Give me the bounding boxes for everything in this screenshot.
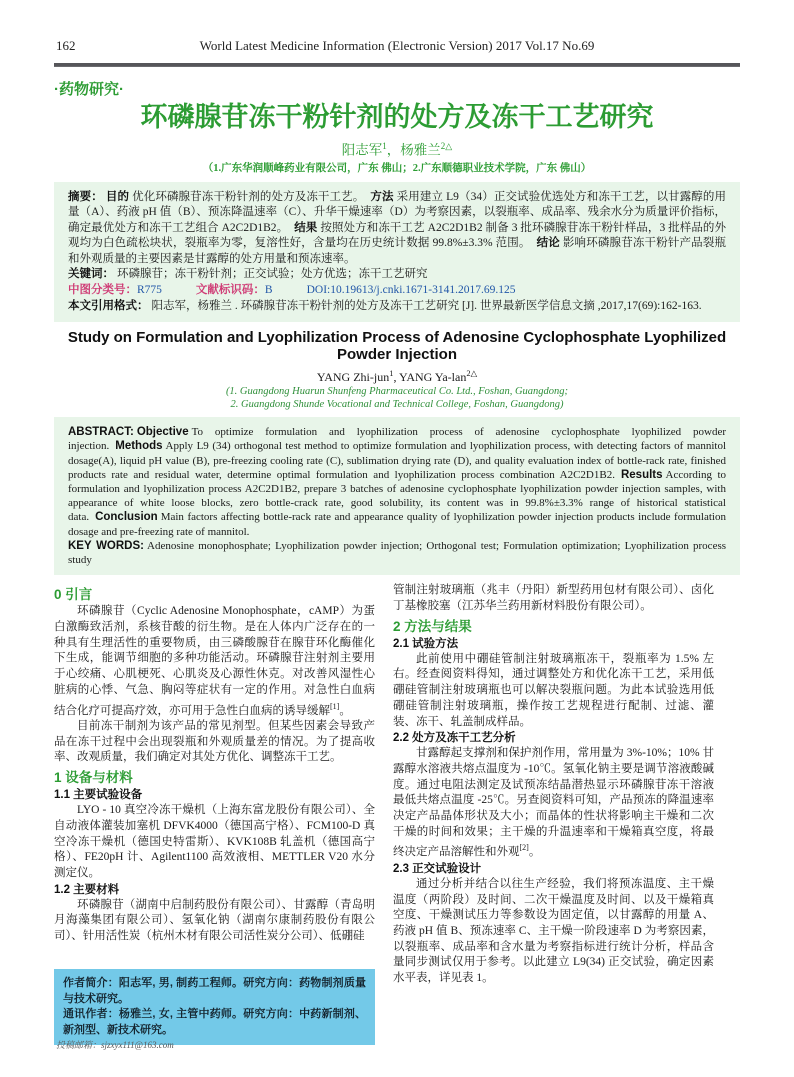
methods-label: 方法: [370, 190, 394, 203]
author-en-superscript-1: 1: [389, 368, 394, 379]
abstract-box-cn: [54, 182, 740, 323]
subsection-heading-2-1: 2.1 试验方法: [393, 637, 459, 650]
author-name-2: 杨雅兰: [400, 142, 441, 158]
doi-group: [307, 283, 516, 299]
body-columns: [54, 583, 740, 1045]
subsection-heading-1-1: 1.1 主要试验设备: [54, 789, 143, 802]
conclusion-en-text: Main factors affecting bottle-rack rate and appearance quality of lyophilization powder injection products include formulation dosage and pre-freezing rate of mannitol.: [68, 511, 726, 538]
keywords-text: 环磷腺苷；冻干粉针剂；正交试验；处方优选；冻干工艺研究: [117, 268, 428, 281]
subsection-heading-2-2: 2.2 处方及冻干工艺分析: [393, 732, 516, 745]
affiliation-en-line1: (1. Guangdong Huarun Shunfeng Pharmaceutical Co. Ltd., Foshan, Guangdong;: [225, 386, 569, 398]
author-en-name-1: YANG Zhi-jun: [316, 370, 390, 385]
results-en-text: According to formulation and lyophilization process A2C2D1B2, prepare 3 batches of adenosine cyclophosphate lyophilization powder injection samples, with appearance of white loose blocks, zero bottle-crack rate, good solubility, its content was in 99.8%±3.3% range of historical statistical data.: [68, 468, 726, 524]
keywords-en-label: KEY WORDS:: [68, 539, 144, 552]
affiliation-en-line2: 2. Guangdong Shunde Vocational and Technical College, Foshan, Guangdong): [230, 399, 564, 411]
citation-line: [68, 299, 726, 315]
author-note-box: [54, 969, 375, 1045]
clc-group: [68, 283, 162, 299]
doi-label: DOI:: [306, 284, 331, 297]
process-analysis-paragraph: [393, 746, 714, 861]
abstract-label: 摘要：: [68, 190, 103, 203]
author-separator: ，: [386, 142, 401, 158]
corresponding-author-text: 杨雅兰, 女, 主管中药师。研究方向：中药新制剂、新剂型、新技术研究。: [63, 1008, 366, 1036]
results-label: 结果: [294, 221, 318, 234]
process-analysis-tail: 。: [528, 846, 541, 859]
intro-p1-tail: 。: [339, 704, 351, 717]
author-bio-line: [63, 976, 366, 1007]
subsection-heading-2-3: 2.3 正交试验设计: [393, 862, 482, 875]
section-heading-equipment: 1 设备与材料: [54, 770, 133, 786]
orthogonal-design-paragraph: 通过分析并结合以往生产经验，我们将预冻温度、主干燥温度（两阶段）及时间、二次干燥温度及时间、以及干燥箱真空度、干燥测试压力等参数设为固定值，以甘露醇的用量 A、药液 pH 值 B、预冻速率 C、主干燥一阶段速率 D 为考察因素，以裂瓶率、成品率和含水量为考察指标进行统计分析，样品含量同步测试仅用于参考。以此建立 L9(34) 正交试验，确定因素水平表，详见表 1。: [393, 877, 714, 985]
keywords-cn-line: [68, 267, 726, 283]
clc-value: R775: [137, 284, 162, 297]
methods-en-label: Methods: [115, 440, 163, 453]
subsection-heading-1-2: 1.2 主要材料: [54, 883, 120, 896]
objective-en-label: Objective: [136, 426, 189, 439]
article-title-cn: 环磷腺苷冻干粉针剂的处方及冻干工艺研究: [140, 102, 654, 132]
doc-code-group: [196, 283, 273, 299]
objective-label: 目的: [105, 190, 130, 203]
methods-en-text: Apply L9 (34) orthogonal test method to optimize formulation and lyophilization process, with detecting factors of mannitol dosage(A), liquid pH value (B), pre-freezing cooling rate (C), sublimation drying rate (D), and quality evaluation index of bottle-rack rate, finished products rate and residual water, determine optimal formulation and lyophilization process combination A2C2D1B2.: [68, 440, 726, 481]
header-rule: [54, 63, 740, 67]
methods-text: 采用建立 L9（34）正交试验优选处方和冻干工艺，以甘露醇的用量（A）、药液 pH 值（B）、预冻降温速率（C）、升华干燥速率（D）为考察因素，以裂瓶率、成品率、残余水分为质量评价指标，确定最优处方和冻干工艺组合 A2C2D1B2。: [68, 190, 727, 234]
doc-code-value: B: [264, 284, 273, 297]
results-en-label: Results: [620, 468, 663, 481]
doi-value: 10.19613/j.cnki.1671-3141.2017.69.125: [330, 284, 516, 297]
abstract-en-label: ABSTRACT:: [68, 426, 134, 439]
abstract-box-en: [54, 417, 740, 575]
equipment-paragraph: LYO - 10 真空冷冻干燥机（上海东富龙股份有限公司）、全自动液体灌装加塞机 DFVK4000（德国高宁格）、FCM100-D 真空冷冻干燥机（德国史特雷斯）、KVK108B 轧盖机（德国高宁格）、FE20pH 计、Agilent1100 高效液相、METTLER V20 水分测定仪。: [54, 804, 375, 879]
authors-en: [54, 366, 740, 385]
corresponding-author-label: 通讯作者：: [63, 1008, 119, 1021]
affiliation-cn: （1.广东华润顺峰药业有限公司，广东 佛山；2.广东顺德职业技术学院，广东 佛山）: [202, 162, 592, 174]
submission-email: sjzxyx111@163.com: [101, 1040, 174, 1050]
objective-text: 优化环磷腺苷冻干粉针剂的处方及冻干工艺。: [132, 190, 365, 203]
objective-en-text: To optimize formulation and lyophilization process of adenosine cyclophosphate lyophilized powder injection.: [68, 426, 726, 453]
clc-label: 中图分类号：: [68, 284, 137, 297]
conclusion-label: 结论: [536, 237, 560, 250]
process-analysis-text: 甘露醇起支撑剂和保护剂作用，常用量为 3%-10%；10% 甘露醇水溶液共熔点温度为 -10℃。氢氧化钠主要是调节溶液酸碱度。通过电阻法测定及试预冻结晶潜热显示环磷腺苷冻干溶液最低共熔点温度 -25℃。另查阅资料可知，产品预冻的降温速率决定产品晶体形状及大小；而晶体的性状将影响主干燥和二次干燥的时间和效果；主干燥的升温速率和干燥箱真空度，将最终决定产品溶解性和外观: [393, 747, 714, 859]
keywords-en-line: [68, 539, 726, 567]
intro-paragraph-1: [54, 604, 375, 719]
abstract-en-paragraph: [68, 425, 726, 539]
test-method-paragraph: 此前使用中硼硅管制注射玻璃瓶冻干，裂瓶率为 1.5% 左右。经查阅资料得知，通过调整处方和优化冻干工艺，采用低硼硅管制注射玻璃瓶也可以解决裂瓶问题。为此本试验选用低硼硅管制注射玻璃瓶，操作按工艺规程进行配制、过滤、灌装、冻干、轧盖制成样品。: [393, 652, 714, 728]
author-superscript-1: 1: [382, 141, 387, 151]
authors-cn: [54, 137, 740, 160]
corresponding-author-line: [63, 1007, 366, 1038]
page-header: [54, 38, 740, 55]
article-title-en: Study on Formulation and Lyophilization Process of Adenosine Cyclophosphate Lyophilized Powder Injection: [67, 329, 727, 364]
reference-marker-2: [2]: [519, 843, 529, 853]
intro-p1-text: 环磷腺苷（Cyclic Adenosine Monophosphate，cAMP）为蛋白激酶致活剂，系核苷酸的衍生物。是在人体内广泛存在的一种具有生理活性的重要物质，由三磷酸腺苷在腺苷环化酶催化下生成，能调节细胞的多种功能活动。环磷腺苷注射剂主要用于心绞痛、心肌梗死、心肌炎及心源性休克。对改善风湿性心脏病的心悸、气急、胸闷等症状有一定的作用。对急性白血病结合化疗可提高疗效，亦可用于急性白血病的诱导缓解: [54, 605, 375, 717]
abstract-cn-paragraph: [68, 190, 726, 268]
citation-text: 阳志军，杨雅兰 . 环磷腺苷冻干粉针剂的处方及冻干工艺研究 [J]. 世界最新医学信息文摘 ,2017,17(69):162-163.: [151, 299, 702, 312]
author-superscript-2: 2△: [440, 141, 453, 151]
citation-label: 本文引用格式：: [68, 299, 149, 312]
reference-marker-1: [1]: [330, 701, 340, 711]
doc-code-label: 文献标识码：: [195, 284, 265, 297]
right-column: [393, 583, 714, 1045]
author-en-name-2: YANG Ya-lan: [399, 370, 467, 385]
results-text: 按照处方和冻干工艺 A2C2D1B2 制备 3 批环磷腺苷冻干粉针样品，3 批样品的外观均为白色疏松块状，裂瓶率为零，复溶性好，含量均在历史统计数据 99.8%±3.3% 范围。: [68, 221, 727, 250]
journal-title: World Latest Medicine Information (Electronic Version) 2017 Vol.17 No.69: [199, 38, 595, 53]
section-heading-methods: 2 方法与结果: [393, 618, 472, 634]
materials-paragraph: 环磷腺苷（湖南中启制药股份有限公司）、甘露醇（青岛明月海藻集团有限公司）、氢氧化钠（湖南尔康制药股份有限公司）、针用活性炭（杭州木材有限公司活性炭分公司）、低硼硅: [54, 898, 375, 943]
section-heading-intro: 0 引言: [54, 587, 93, 603]
materials-continuation-paragraph: 管制注射玻璃瓶（兆丰（丹阳）新型药用包材有限公司）、卤化丁基橡胶塞（江苏华兰药用新材料股份有限公司）。: [393, 584, 714, 612]
conclusion-text: 影响环磷腺苷冻干粉针产品裂瓶和外观质量的主要因素是甘露醇的处方用量和预冻速率。: [68, 237, 727, 265]
author-en-superscript-2: 2△: [466, 368, 478, 379]
classification-line: [68, 283, 726, 299]
column-section-label: ·药物研究·: [54, 81, 124, 98]
submission-email-footer: [56, 1038, 174, 1051]
left-column: [54, 583, 375, 1045]
intro-paragraph-2: 目前冻干制剂为该产品的常见剂型。但某些因素会导致产品在冻干过程中会出现裂瓶和外观质量差的情况。为了提高收率、改观质量，我们确定对其处方优化、调整冻干工艺。: [54, 720, 375, 764]
author-name-1: 阳志军: [341, 142, 383, 158]
submission-email-label: 投稿邮箱：: [56, 1040, 102, 1050]
keywords-label: 关键词：: [68, 268, 114, 281]
conclusion-en-label: Conclusion: [95, 511, 158, 524]
author-bio-label: 作者简介：: [63, 977, 119, 990]
author-bio-text: 阳志军, 男, 制药工程师。研究方向：药物制剂质量与技术研究。: [63, 977, 366, 1005]
author-en-separator: ,: [393, 370, 399, 385]
keywords-en-text: Adenosine monophosphate; Lyophilization powder injection; Orthogonal test; Formulation optimization; Lyophilization process study: [68, 539, 727, 567]
page-number: 162: [56, 38, 76, 53]
